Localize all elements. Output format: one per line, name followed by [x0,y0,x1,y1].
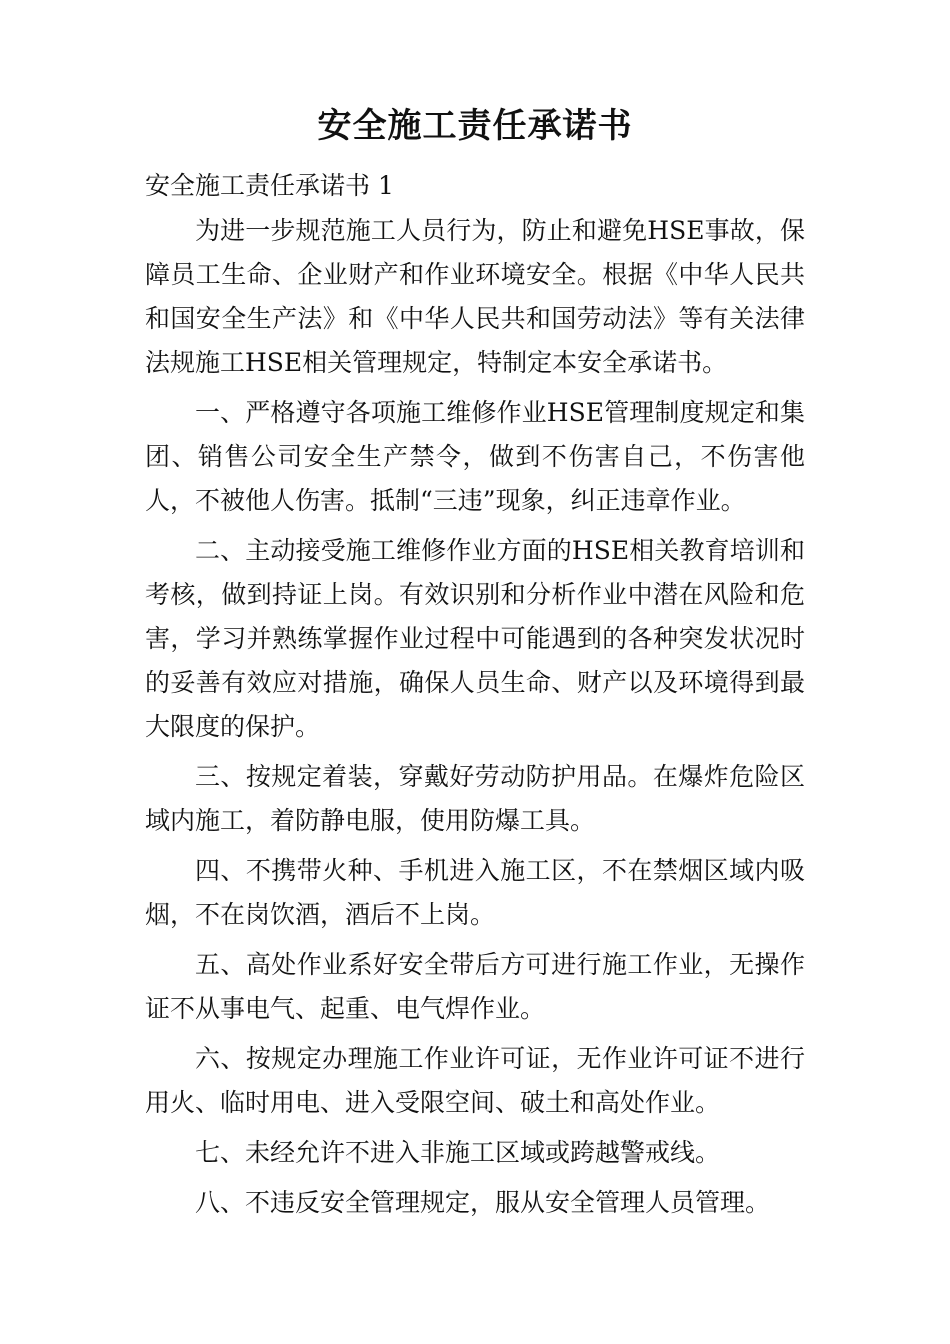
document-title: 安全施工责任承诺书 [317,106,633,146]
document-subtitle: 安全施工责任承诺书 1 [145,171,394,200]
document-body [145,209,805,1231]
paragraph-item-6: 六、按规定办理施工作业许可证，无作业许可证不进行用火、临时用电、进入受限空间、破土和高处作业。 [145,1044,805,1117]
paragraph-intro: 为进一步规范施工人员行为，防止和避免HSE事故，保障员工生命、企业财产和作业环境安全。根据《中华人民共和国安全生产法》和《中华人民共和国劳动法》等有关法律法规施工HSE相关管理规定，特制定本安全承诺书。 [145,216,805,377]
paragraph-item-4: 四、不携带火种、手机进入施工区，不在禁烟区域内吸烟，不在岗饮酒，酒后不上岗。 [145,856,805,929]
paragraph-item-1: 一、严格遵守各项施工维修作业HSE管理制度规定和集团、销售公司安全生产禁令，做到不伤害自己，不伤害他人，不被他人伤害。抵制“三违”现象，纠正违章作业。 [145,398,805,515]
paragraph-item-3: 三、按规定着装，穿戴好劳动防护用品。在爆炸危险区域内施工，着防静电服，使用防爆工具。 [145,762,805,835]
paragraph-item-7: 七、未经允许不进入非施工区域或跨越警戒线。 [195,1138,721,1167]
paragraph-item-2: 二、主动接受施工维修作业方面的HSE相关教育培训和考核，做到持证上岗。有效识别和分析作业中潜在风险和危害，学习并熟练掌握作业过程中可能遇到的各种突发状况时的妥善有效应对措施，确保人员生命、财产以及环境得到最大限度的保护。 [145,536,805,741]
paragraph-item-5: 五、高处作业系好安全带后方可进行施工作业，无操作证不从事电气、起重、电气焊作业。 [145,950,805,1023]
paragraph-item-8: 八、不违反安全管理规定，服从安全管理人员管理。 [195,1188,771,1217]
